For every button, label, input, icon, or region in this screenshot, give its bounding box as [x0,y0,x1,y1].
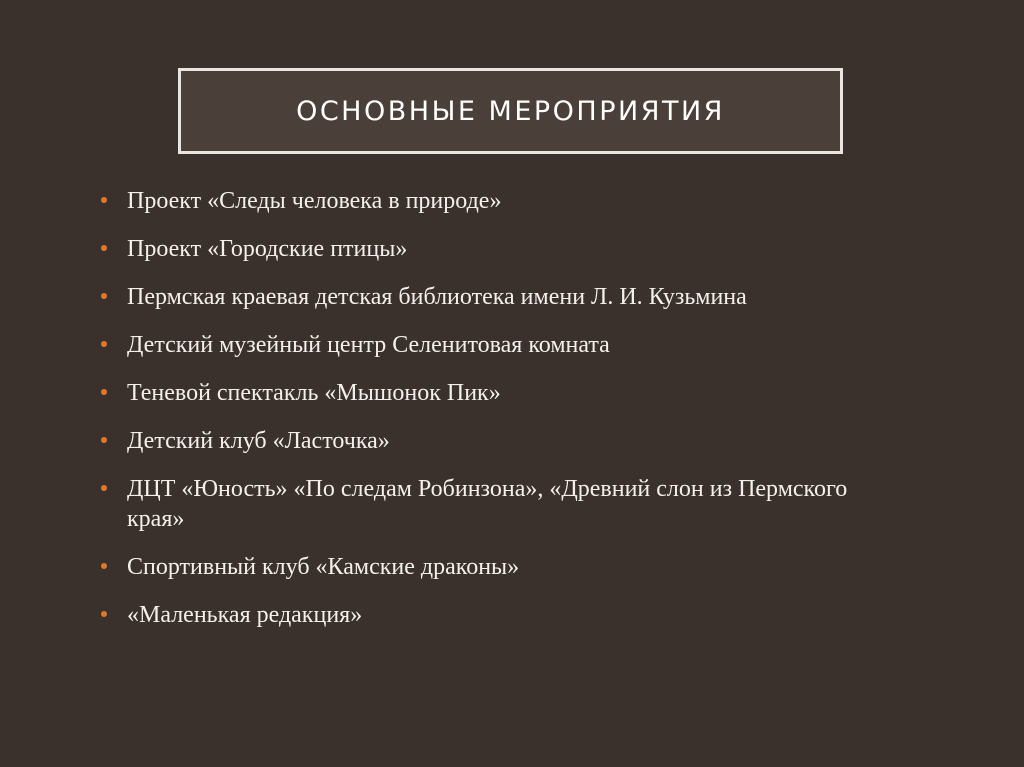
bullet-dot-icon [101,611,107,617]
bullet-dot-icon [101,197,107,203]
bullet-text: Пермская краевая детская библиотека имени Л. И. Кузьмина [127,284,747,310]
bullet-dot-icon [101,485,107,491]
title-frame [178,68,843,154]
bullet-item [101,234,901,264]
bullet-text: «Маленькая редакция» [127,602,363,628]
bullet-item [101,426,901,456]
bullet-dot-icon [101,389,107,395]
bullet-dot-icon [101,293,107,299]
bullet-dot-icon [101,563,107,569]
bullet-text: ДЦТ «Юность» «По следам Робинзона», «Древний слон из Пермского края» [127,476,848,532]
bullet-item [101,378,901,408]
bullet-text: Проект «Городские птицы» [127,236,408,262]
bullet-text: Спортивный клуб «Камские драконы» [127,554,520,580]
bullet-item [101,330,901,360]
bullet-dot-icon [101,437,107,443]
slide-title: ОСНОВНЫЕ МЕРОПРИЯТИЯ [296,95,725,127]
bullet-item [101,600,901,630]
bullet-text: Детский клуб «Ласточка» [127,428,390,454]
bullet-list [101,186,901,648]
bullet-item [101,474,901,534]
bullet-item [101,186,901,216]
bullet-text: Теневой спектакль «Мышонок Пик» [127,380,501,406]
bullet-text: Детский музейный центр Селенитовая комната [127,332,610,358]
bullet-dot-icon [101,341,107,347]
bullet-text: Проект «Следы человека в природе» [127,188,502,214]
bullet-dot-icon [101,245,107,251]
bullet-item [101,552,901,582]
bullet-item [101,282,901,312]
